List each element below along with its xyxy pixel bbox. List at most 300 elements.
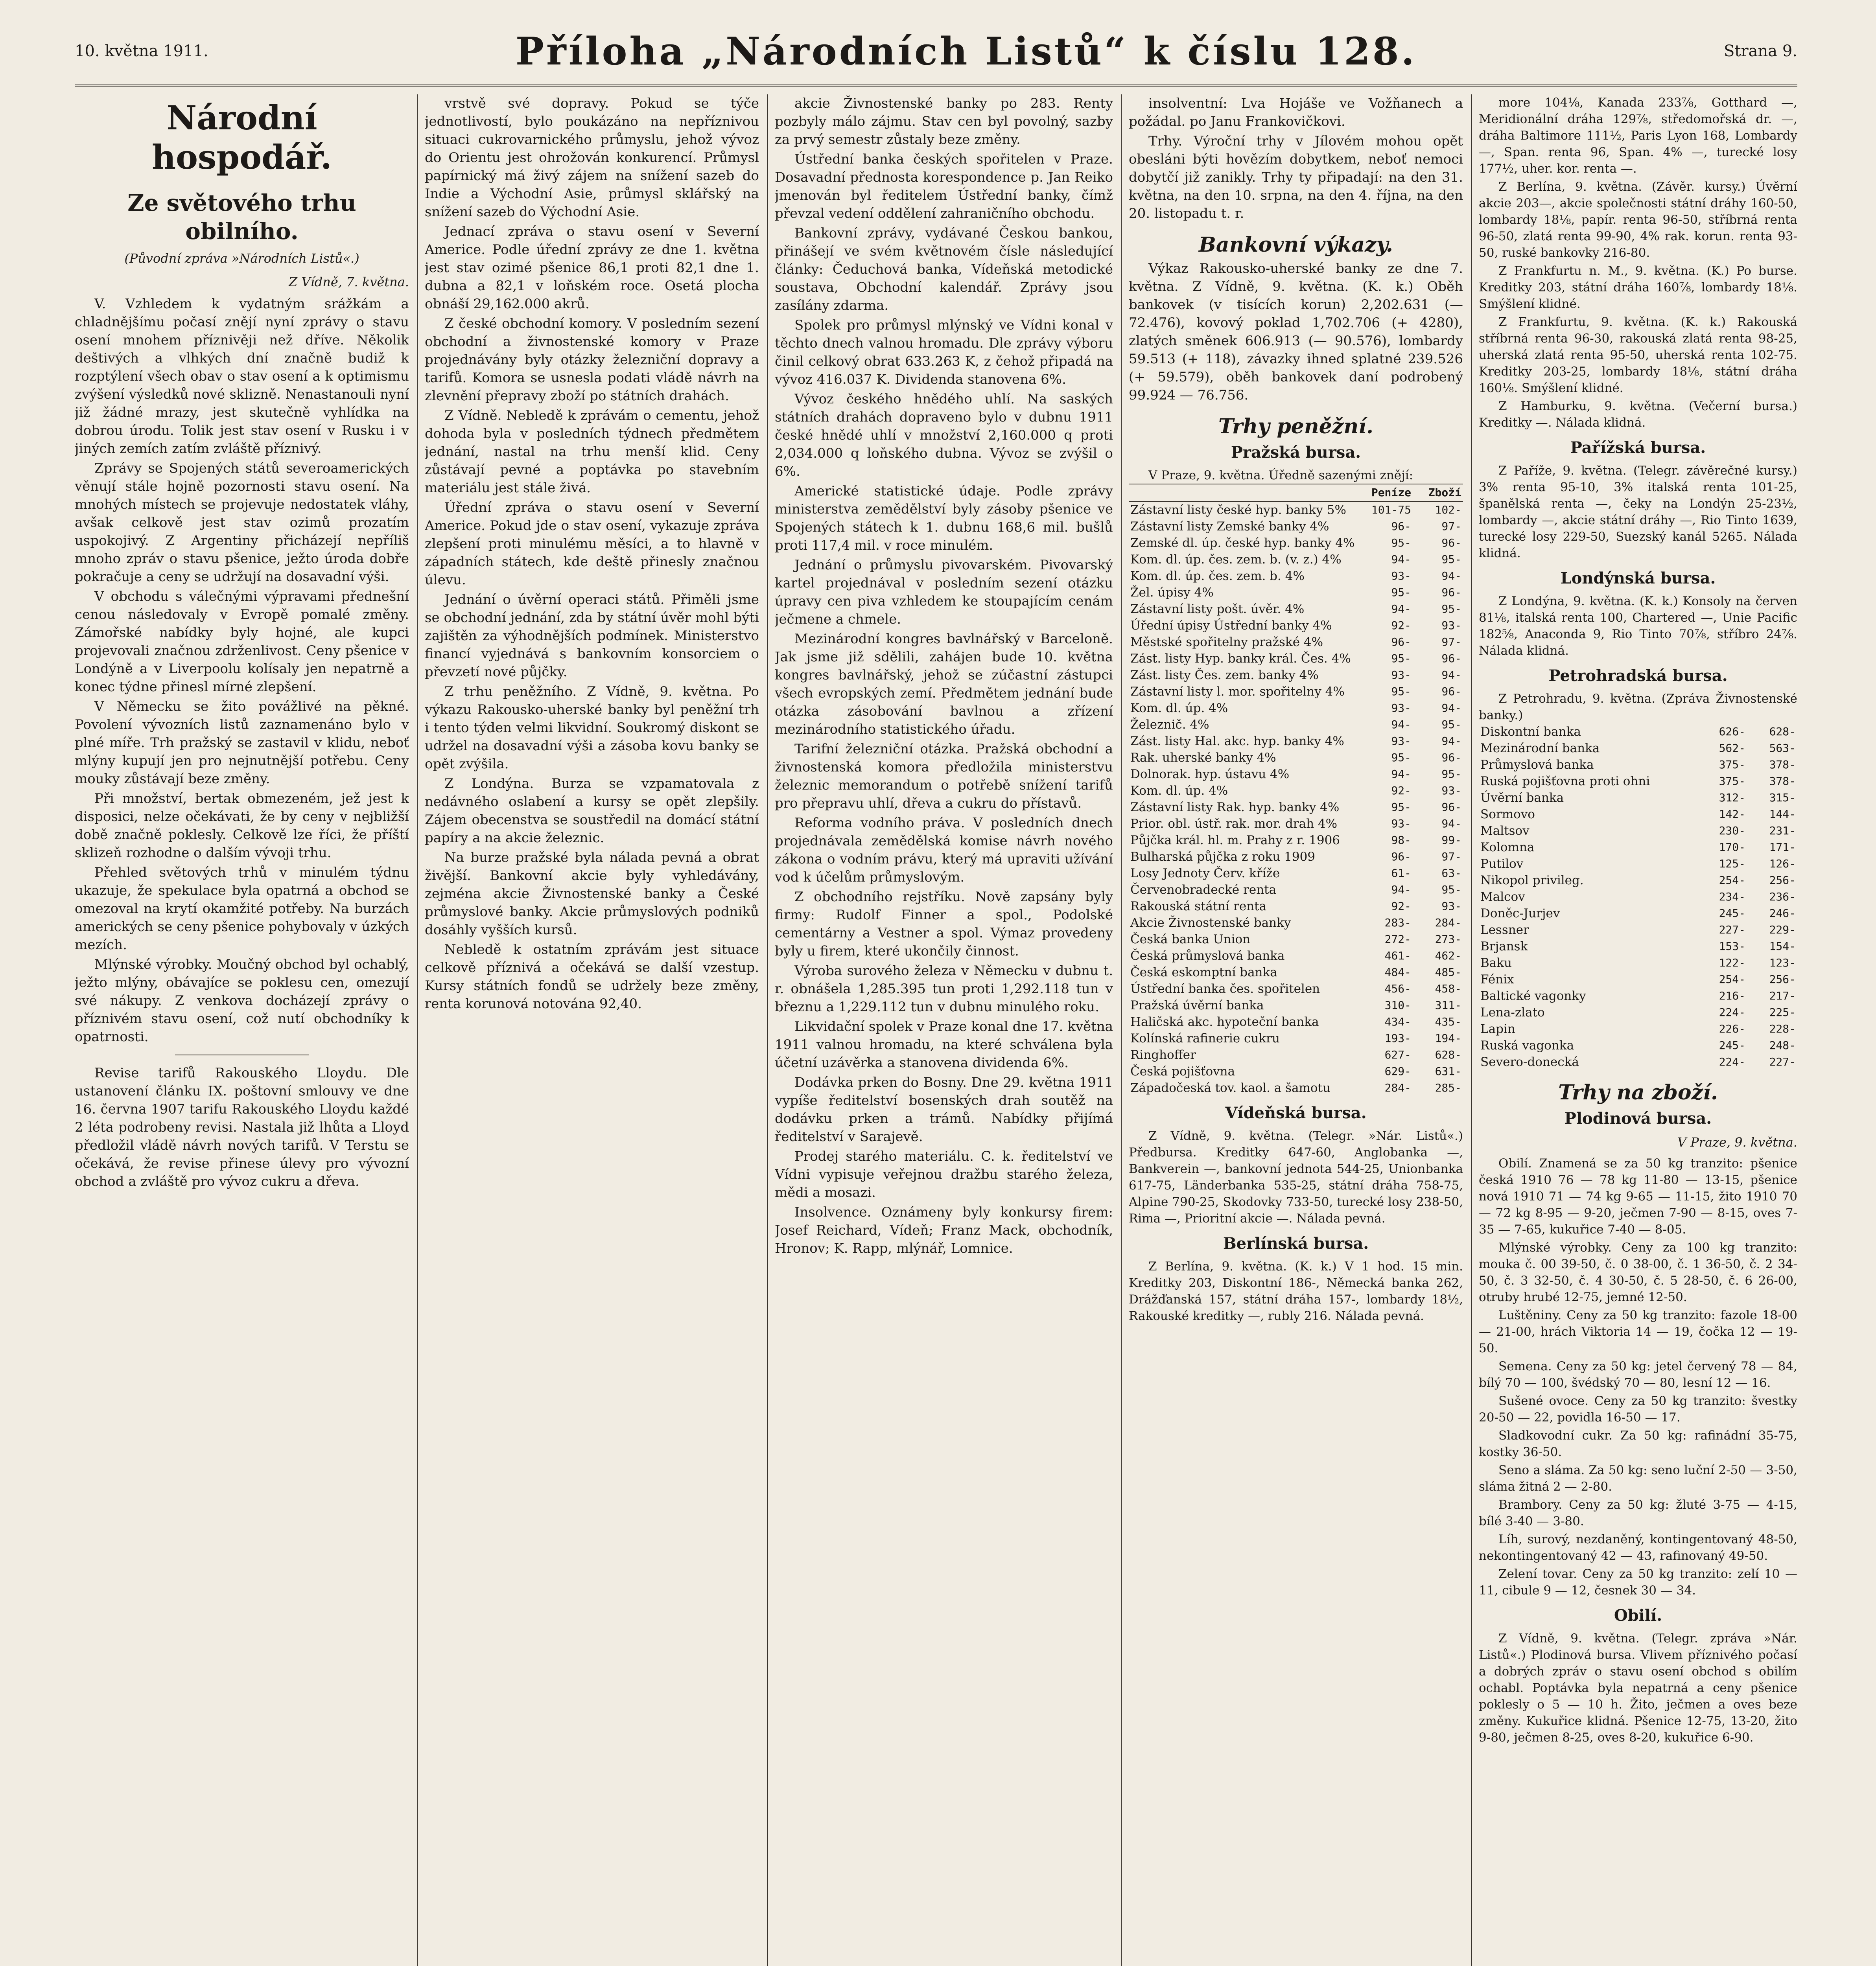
ask-price: 227-	[1769, 1055, 1796, 1068]
table-row	[1479, 823, 1797, 839]
security-name: Půjčka král. hl. m. Prahy z r. 1906	[1130, 833, 1340, 847]
paragraph: akcie Živnostenské banky po 283. Renty pozbyly málo zájmu. Stav cen byl povolný, sazby za prvý semestr zůstaly beze změny.	[775, 96, 1113, 147]
bid-price: 224-	[1719, 1006, 1745, 1019]
bid-price: 216-	[1719, 989, 1745, 1002]
bid-price: 227-	[1719, 923, 1745, 936]
ask-price: 95-	[1441, 553, 1461, 566]
table-header	[1129, 484, 1362, 501]
security-name: Železnič. 4%	[1130, 718, 1209, 732]
bid-price: 92-	[1391, 784, 1411, 797]
paragraph: Tarifní železniční otázka. Pražská obchodní a živnostenská komora předložila ministerstvu železnic memorandum o potřebě snížení tarifů pro přepravu uhlí, dřeva a cukru do přístavů.	[775, 741, 1113, 811]
paragraph: Výroba surového železa v Německu v dubnu t. r. obnášela 1,285.395 tun proti 1,292.118 tun v březnu a 1,229.112 tun v dubnu minulého roku.	[775, 963, 1113, 1015]
bid-price: 234-	[1719, 890, 1745, 903]
security-name: Zást. listy Hyp. banky král. Čes. 4%	[1130, 652, 1351, 666]
bid-price: 96-	[1391, 850, 1411, 863]
column-5	[1479, 94, 1797, 1966]
table-row	[1479, 1037, 1797, 1054]
paragraph: Jednání o úvěrní operaci států. Přiměli jsme se obchodní jednání, zda by státní úvěr mohl býti zajištěn za výhodnějších podmínek. Ministerstvo financí vyjednává s bankovním konsorciem o převzetí nové půjčky.	[425, 592, 759, 680]
ask-price: 96-	[1441, 586, 1461, 599]
ask-price: 95-	[1441, 768, 1461, 781]
ask-price: 284-	[1435, 916, 1461, 929]
security-name: Putilov	[1480, 857, 1524, 871]
ask-price: 485-	[1435, 966, 1461, 979]
prague-exchange-heading: Pražská bursa.	[1231, 443, 1361, 462]
table-row	[1129, 849, 1463, 865]
table-row	[1129, 667, 1463, 683]
security-name: Baku	[1480, 956, 1512, 970]
bid-price: 224-	[1719, 1055, 1745, 1068]
table-row	[1129, 601, 1463, 617]
security-name: Rakouská státní renta	[1130, 899, 1267, 913]
column-2	[425, 94, 759, 1966]
table-row	[1129, 749, 1463, 766]
column-divider	[767, 94, 768, 1966]
paragraph: Z obchodního rejstříku. Nově zapsány byly firmy: Rudolf Finner a spol., Podolské cementárny a Vestner a spol. Výmaz provedeny byly u firem, které ukončily činnost.	[775, 889, 1113, 959]
paragraph: vrstvě své dopravy. Pokud se týče jednotlivostí, bylo poukázáno na nepříznivou situaci cukrovarnického průmyslu, jehož vývoz do Orientu jest ohrožován konkurencí. Průmysl papírnický má živý zájem na snížení sazeb do Indie a Východní Asie, průmysl sklářský na snížení sazeb do Východní Asie.	[425, 96, 759, 220]
security-name: Zástavní listy Zemské banky 4%	[1130, 519, 1329, 534]
security-name: Lapin	[1480, 1022, 1515, 1036]
ask-price: 246-	[1769, 907, 1796, 920]
table-row	[1479, 757, 1797, 773]
column-1	[75, 94, 409, 1966]
paragraph: more 104⅛, Kanada 233⅞, Gotthard —, Meridionální dráha 129⅞, středomořská dr. —, dráha Baltimore 111½, Paris Lyon 168, Lombardy —, Span. renta 96, Span. 4% —, turecké losy 177½, uher. kor. renta —.	[1479, 96, 1797, 176]
bid-price: 254-	[1719, 874, 1745, 887]
ask-price: 97-	[1441, 520, 1461, 533]
bank-report: Výkaz Rakousko-uherské banky ze dne 7. května. Z Vídně, 9. května. (K. k.) Oběh bankovek (v tisících korun) 2,202.631 (— 72.476), kovový poklad 1,702.706 (+ 4280), zlatých směnek 606.913 (— 90.576), lombardy 59.513 (+ 118), závazky ihned splatné 239.526 (+ 59.579), oběh bankovek daní podrobený 99.924 — 76.756.	[1129, 261, 1463, 403]
ask-price: 97-	[1441, 850, 1461, 863]
ask-price: 99-	[1441, 834, 1461, 847]
bid-price: 94-	[1391, 768, 1411, 781]
paragraph: Reforma vodního práva. V posledních dnech projednávala zemědělská komise návrh nového zákona o vodním právu, který má upraviti užívání vod k účelům průmyslovým.	[775, 815, 1113, 885]
paragraph: V obchodu s válečnými výpravami přednešní cenou následovaly v Evropě pomalé změny. Zámořské nabídky byly hojné, ale kupci projevovali značnou zdrženlivost. Ceny pšenice v Londýně a v Liverpoolu kolísaly jen nepatrně a konec týdne přinesl mírné zlepšení.	[75, 589, 409, 695]
ask-price: 311-	[1435, 999, 1461, 1012]
bid-price: 310-	[1384, 999, 1411, 1012]
paragraph: Na burze pražské byla nálada pevná a obrat živější. Bankovní akcie byly vyhledávány, zejména akcie Živnostenské banky a České průmyslové banky. Akcie průmyslových podniků dosáhly vyšších kursů.	[425, 850, 759, 938]
table-row	[1479, 955, 1797, 971]
security-name: Prior. obl. ústř. rak. mor. drah 4%	[1130, 817, 1338, 831]
ask-price: 144-	[1769, 808, 1796, 821]
security-name: Sormovo	[1480, 807, 1535, 821]
column-divider	[1471, 94, 1472, 1966]
bid-price: 629-	[1384, 1065, 1411, 1078]
security-name: Rak. uherské banky 4%	[1130, 751, 1276, 765]
security-name: Ústřední banka čes. spořitelen	[1130, 982, 1320, 996]
table-row	[1479, 790, 1797, 806]
security-name: Malcov	[1480, 890, 1525, 904]
paragraph: Zprávy se Spojených států severoamerických věnují stále hojně pozornosti stavu osení. Na mnohých místech se projevuje nedostatek vláhy, avšak celkově jest stav ozimů prozatím uspokojivý. Z Argentiny přicházejí nepříliš mnoho zpráv o stavu pšenice, ježto úroda dobře pokračuje a ceny se udržují na dosavadní výši.	[75, 460, 409, 585]
ask-price: 628-	[1435, 1048, 1461, 1061]
security-name: Zást. listy Hal. akc. hyp. banky 4%	[1130, 734, 1344, 748]
bid-price: 93-	[1391, 734, 1411, 747]
table-row	[1129, 1047, 1463, 1063]
security-name: Kom. dl. úp. čes. zem. b. (v. z.) 4%	[1130, 552, 1342, 567]
security-name: Průmyslová banka	[1480, 758, 1594, 772]
security-name: Losy Jednoty Červ. kříže	[1130, 866, 1280, 880]
ask-price: 225-	[1769, 1006, 1796, 1019]
bid-price: 98-	[1391, 834, 1411, 847]
table-row	[1129, 997, 1463, 1014]
paragraph: Líh, surový, nezdaněný, kontingentovaný 48-50, nekontingentovaný 42 — 43, rafinovaný 49-50.	[1479, 1532, 1797, 1563]
ask-price: 94-	[1441, 701, 1461, 714]
table-row	[1129, 782, 1463, 799]
table-row	[1129, 535, 1463, 551]
ask-price: 97-	[1441, 635, 1461, 648]
table-row	[1129, 551, 1463, 568]
header-rule	[75, 85, 1797, 87]
paragraph: Z Londýna. Burza se vzpamatovala z nedávného oslabení a kursy se opět zlepšily. Zájem obecenstva se soustředil na domácí státní papíry a na akcie železnic.	[425, 776, 759, 846]
paragraph: Přehled světových trhů v minulém týdnu ukazuje, že spekulace byla opatrná a obchod se omezoval na krytí okamžité potřeby. Na burzách amerických se ceny pšenice pohybovaly v úzkých mezích.	[75, 865, 409, 953]
article-source: (Původní zpráva »Národních Listů«.)	[124, 251, 359, 266]
table-row	[1479, 905, 1797, 922]
london-exchange-heading: Londýnská bursa.	[1560, 569, 1716, 587]
berlin-exchange-heading: Berlínská bursa.	[1223, 1234, 1369, 1253]
table-row	[1129, 1080, 1463, 1096]
security-name: Pražská úvěrní banka	[1130, 998, 1264, 1012]
ask-price: 96-	[1441, 536, 1461, 549]
security-name: Doněc-Jurjev	[1480, 906, 1560, 920]
ask-price: 236-	[1769, 890, 1796, 903]
bid-price: 627-	[1384, 1048, 1411, 1061]
paris-exchange-heading: Pařížská bursa.	[1570, 438, 1706, 457]
bid-price: 93-	[1391, 668, 1411, 681]
table-row	[1479, 740, 1797, 757]
vienna-grain-report: Z Vídně, 9. května. (Telegr. zpráva »Nár. Listů«.) Plodinová bursa. Vlivem příznivého počasí a dobrých zpráv o stavu osení obchod s obilím ochabl. Poptávka byla nepatrná a ceny pšenice poklesly o 5 — 10 h. Žito, ječmen a oves beze změny. Kukuřice klidná. Pšenice 12-75, 13-20, žito 9-80, ječmen 8-25, oves 8-20, kukuřice 6-90.	[1479, 1631, 1797, 1745]
ask-price: 102-	[1435, 503, 1461, 516]
table-row	[1129, 733, 1463, 749]
bid-price: 94-	[1391, 883, 1411, 896]
column-3	[775, 94, 1113, 1966]
paragraph: Z Berlína, 9. května. (Závěr. kursy.) Úvěrní akcie 203—, akcie společnosti státní dráhy 160-50, lombardy 18⅛, papír. renta 96-50, stříbrná renta 96-50, zlatá renta 99-90, 4% rak. korun. renta 93-50, ruské bankovky 216-80.	[1479, 180, 1797, 260]
paragraph: Revise tarifů Rakouského Lloydu. Dle ustanovení článku IX. poštovní smlouvy ve dne 16. června 1907 tarifu Rakouského Lloydu každé 2 léta podrobeny revisi. Nastala již lhůta a Lloyd předložil vládě návrh nových tarifů. V Terstu se očekává, že revise přinese úlevy pro vývozní obchod a zvláště pro vývoz cukru a dřeva.	[75, 1065, 409, 1189]
vienna-grain-heading: Obilí.	[1614, 1606, 1662, 1625]
ask-price: 94-	[1441, 734, 1461, 747]
column-divider	[417, 94, 418, 1966]
security-name: Akcie Živnostenské banky	[1130, 916, 1291, 930]
paris-report: Z Paříže, 9. května. (Telegr. závěrečné kursy.) 3% renta 95-10, 3% italská renta 101-25, španělská renta —, čeky na Londýn 25-23½, lombardy —, akcie státní dráhy —, Rio Tinto 1639, turecké losy 229-50, Suezský kanál 5265. Nálada klidná.	[1479, 464, 1797, 560]
table-header: Zboží	[1413, 484, 1463, 501]
berlin-report: Z Berlína, 9. května. (K. k.) V 1 hod. 15 min. Kreditky 203, Diskontní 186-, Německá banka 262, Drážďanská 157, státní dráha 157-, lombardy 18½, Rakouské kreditky —, rubly 216. Nálada pevná.	[1129, 1259, 1463, 1323]
ask-price: 256-	[1769, 874, 1796, 887]
petersburg-quotes-body	[1479, 723, 1797, 1070]
table-row	[1479, 971, 1797, 988]
london-report: Z Londýna, 9. května. (K. k.) Konsoly na červen 81⅛, italská renta 100, Chartered —, Unie Pacific 182⅝, Anaconda 9, Rio Tinto 70⅞, stříbro 24⅞. Nálada klidná.	[1479, 594, 1797, 658]
bid-price: 95-	[1391, 685, 1411, 698]
security-name: Baltické vagonky	[1480, 989, 1586, 1003]
ask-price: 95-	[1441, 883, 1461, 896]
table-row	[1479, 872, 1797, 889]
table-row	[1129, 882, 1463, 898]
security-name: Úvěrní banka	[1480, 791, 1564, 805]
table-row	[1129, 865, 1463, 882]
table-row	[1479, 988, 1797, 1004]
ask-price: 563-	[1769, 742, 1796, 755]
bid-price: 434-	[1384, 1015, 1411, 1028]
bid-price: 456-	[1384, 982, 1411, 995]
paragraph: V. Vzhledem k vydatným srážkám a chladnějšímu počasí znějí nyní zprávy o stavu osení mnohem příznivěji než dříve. Několik deštivých a vlhkých dní značně budiž k rozptýlení všech obav o stav osení a k optimismu zvýšení výsledků nové sklizně. Nenastanouli nyní již žádné mrazy, jest skutečně vyhlídka na dobrou úrodu. Tolik jest stav osení v Rusku i v jiných zemích zatím zvláště příznivý.	[75, 296, 409, 457]
prague-intro: V Praze, 9. května. Úředně sazenými znějí:	[1148, 468, 1413, 482]
paragraph: Spolek pro průmysl mlýnský ve Vídni konal v těchto dnech valnou hromadu. Dle zprávy výboru činil celkový obrat 633.263 K, z čehož připadá na vývoz 416.037 K. Dividenda stanovena 6%.	[775, 317, 1113, 387]
bid-price: 284-	[1384, 1081, 1411, 1094]
security-name: Česká pojišťovna	[1130, 1064, 1235, 1079]
paragraph: Z české obchodní komory. V posledním sezení obchodní a živnostenské komory v Praze projednávány byly otázky železniční dopravy a tarifů. Komora se usnesla podati vládě návrh na zlevnění přepravy zboží po státních drahách.	[425, 316, 759, 404]
bid-price: 283-	[1384, 916, 1411, 929]
table-row	[1129, 634, 1463, 650]
article-title: Ze světového trhu obilního.	[127, 190, 356, 245]
ask-price: 231-	[1769, 824, 1796, 837]
table-row	[1479, 839, 1797, 856]
ask-price: 256-	[1769, 973, 1796, 986]
table-row	[1479, 938, 1797, 955]
table-row	[1129, 815, 1463, 832]
ask-price: 93-	[1441, 900, 1461, 913]
ask-price: 126-	[1769, 857, 1796, 870]
paragraph: V Německu se žito povážlivé na pěkné. Povolení vývozních listů zaznamenáno bylo v plné míře. Trh pražský se zastavil v klidu, neboť mlýny kupují jen pro nejnutnější potřebu. Ceny mouky zůstávají beze změny.	[75, 699, 409, 787]
table-row	[1129, 766, 1463, 782]
bid-price: 95-	[1391, 801, 1411, 814]
paragraph: Jednání o průmyslu pivovarském. Pivovarský kartel projednával v posledním sezení otázku úpravy cen piva vzhledem ke stoupajícím cenám ječmene a chmele.	[775, 557, 1113, 627]
table-row	[1129, 617, 1463, 634]
bid-price: 95-	[1391, 586, 1411, 599]
ask-price: 95-	[1441, 602, 1461, 615]
security-name: Bulharská půjčka z roku 1909	[1130, 850, 1316, 864]
table-row	[1129, 832, 1463, 849]
ask-price: 194-	[1435, 1032, 1461, 1045]
bid-price: 193-	[1384, 1032, 1411, 1045]
bid-price: 484-	[1384, 966, 1411, 979]
table-row	[1129, 964, 1463, 981]
ask-price: 228-	[1769, 1022, 1796, 1035]
paragraph: Seno a sláma. Za 50 kg: seno luční 2-50 — 3-50, sláma žitná 2 — 2-80.	[1479, 1463, 1797, 1494]
ask-price: 154-	[1769, 940, 1796, 953]
security-name: Žel. úpisy 4%	[1130, 585, 1214, 600]
security-name: Městské spořitelny pražské 4%	[1130, 635, 1323, 649]
table-row	[1129, 650, 1463, 667]
paragraph: Z Frankfurtu, 9. května. (K. k.) Rakouská stříbrná renta 96-30, rakouská zlatá renta 98-25, uherská zlatá renta 95-50, uherská renta 102-75. Kreditky 203-25, lombardy 18⅛, státní dráha 160⅛. Smýšlení klidné.	[1479, 315, 1797, 395]
paragraph: Insolvence. Oznámeny byly konkursy firem: Josef Reichard, Vídeň; Franz Mack, obchodník, Hronov; K. Rapp, mlýnář, Lomnice.	[775, 1204, 1113, 1256]
bid-price: 101-75	[1371, 503, 1411, 516]
ask-price: 435-	[1435, 1015, 1461, 1028]
prague-quotes-table	[1129, 484, 1463, 1096]
page-header	[75, 22, 1797, 81]
bid-price: 626-	[1719, 725, 1745, 738]
table-row	[1479, 922, 1797, 938]
security-name: Nikopol privileg.	[1480, 873, 1584, 887]
ask-price: 95-	[1441, 718, 1461, 731]
ask-price: 378-	[1769, 758, 1796, 771]
column-4	[1129, 94, 1463, 1966]
security-name: Mezinárodní banka	[1480, 741, 1600, 755]
paragraph: Brambory. Ceny za 50 kg: žluté 3-75 — 4-15, bílé 3-40 — 3-80.	[1479, 1498, 1797, 1528]
table-row	[1129, 700, 1463, 716]
vienna-report: Z Vídně, 9. května. (Telegr. »Nár. Listů«.) Předbursa. Kreditky 647-60, Anglobanka —, Bankverein —, bankovní jednota 544-25, Unionbanka 617-75, Länderbanka 535-25, státní dráha 758-75, Alpine 790-25, Skodovky 733-50, turecké losy 238-50, Rima —, Prioritní akcie —. Nálada pevná.	[1129, 1129, 1463, 1226]
paragraph: Bankovní zprávy, vydávané Českou bankou, přinášejí ve svém květnovém čísle následující články: Čeduchová banka, Vídeňská metodické soustava, Obchodní kalendář. Zprávy jsou zasílány zdarma.	[775, 225, 1113, 313]
paragraph: Vývoz českého hnědého uhlí. Na saských státních drahách dopraveno bylo v dubnu 1911 české hnědé uhlí v množství 2,160.000 q proti 2,034.000 q loňského dubna. Vývoz se zvýšil o 6%.	[775, 391, 1113, 479]
bid-price: 125-	[1719, 857, 1745, 870]
security-name: Ruská vagonka	[1480, 1038, 1574, 1053]
paragraph: Americké statistické údaje. Podle zprávy ministerstva zemědělství byly zásoby pšenice ve Spojených státech k 1. dubnu 168,6 mil. bušlů proti 117,4 mil. v roce minulém.	[775, 483, 1113, 553]
security-name: Zást. listy Čes. zem. banky 4%	[1130, 668, 1319, 682]
bid-price: 93-	[1391, 701, 1411, 714]
table-row	[1129, 931, 1463, 948]
table-row	[1129, 948, 1463, 964]
security-name: Severo-donecká	[1480, 1055, 1579, 1069]
ask-price: 462-	[1435, 949, 1461, 962]
ask-price: 94-	[1441, 817, 1461, 830]
petersburg-intro: Z Petrohradu, 9. května. (Zpráva Živnostenské banky.)	[1479, 692, 1797, 722]
ask-price: 96-	[1441, 801, 1461, 814]
ask-price: 93-	[1441, 784, 1461, 797]
bid-price: 96-	[1391, 635, 1411, 648]
paragraph: Semena. Ceny za 50 kg: jetel červený 78 — 84, bílý 70 — 100, švédský 70 — 80, lesní 12 — 16.	[1479, 1359, 1797, 1390]
table-row	[1479, 1021, 1797, 1037]
table-row	[1129, 898, 1463, 915]
bid-price: 170-	[1719, 841, 1745, 854]
ask-price: 631-	[1435, 1065, 1461, 1078]
table-row	[1479, 1004, 1797, 1021]
table-row	[1479, 773, 1797, 790]
paragraph: Nebledě k ostatním zprávám jest situace celkově příznivá a očekává se další vzestup. Kursy státních fondů se udržely beze změny, renta korunová notována 92,40.	[425, 942, 759, 1012]
ask-price: 628-	[1769, 725, 1796, 738]
bid-price: 254-	[1719, 973, 1745, 986]
paragraph: Sladkovodní cukr. Za 50 kg: rafinádní 35-75, kostky 36-50.	[1479, 1428, 1797, 1459]
ask-price: 378-	[1769, 775, 1796, 788]
security-name: Česká eskomptní banka	[1130, 965, 1277, 979]
ask-price: 96-	[1441, 685, 1461, 698]
table-header-row	[1129, 484, 1463, 501]
paragraph: Trhy. Výroční trhy v Jílovém mohou opět obesláni býti hovězím dobytkem, neboť nemoci dobytčí již zanikly. Trhy ty připadají: na den 31. května, na den 10. srpna, na den 4. října, na den 20. listopadu t. r.	[1129, 133, 1463, 221]
paragraph: Mlýnské výrobky. Ceny za 100 kg tranzito: mouka č. 00 39-50, č. 0 38-00, č. 1 36-50, č. 2 34-50, č. 3 32-50, č. 4 30-50, č. 5 28-50, č. 6 26-00, otruby hrubé 12-75, jemné 12-50.	[1479, 1241, 1797, 1304]
paragraph: insolventní: Lva Hojáše ve Vožňanech a požádal. po Janu Frankovičkovi.	[1129, 96, 1463, 129]
petersburg-quotes-table	[1479, 723, 1797, 1070]
bid-price: 142-	[1719, 808, 1745, 821]
security-name: Česká banka Union	[1130, 932, 1251, 946]
table-row	[1129, 799, 1463, 815]
article-dateline: Z Vídně, 7. května.	[289, 274, 409, 289]
bid-price: 153-	[1719, 940, 1745, 953]
bid-price: 96-	[1391, 520, 1411, 533]
ask-price: 123-	[1769, 956, 1796, 969]
column-divider	[1121, 94, 1122, 1966]
paragraph: Úřední zpráva o stavu osení v Severní Americe. Pokud jde o stav osení, vykazuje zpráva zlepšení proti minulému měsíci, a to hlavně v západních státech, kde deště přinesly značnou úlevu.	[425, 500, 759, 588]
paragraph: Mezinárodní kongres bavlnářský v Barceloně. Jak jsme již sdělili, zahájen bude 10. května kongres bavlnářský, jehož se zúčastní zástupci všech evropských zemí. Předmětem jednání bude otázka zásobování bavlnou a zřízení mezinárodního statistického úřadu.	[775, 631, 1113, 737]
bid-price: 95-	[1391, 751, 1411, 764]
ask-price: 315-	[1769, 791, 1796, 804]
bid-price: 272-	[1384, 933, 1411, 946]
section-title: Národní hospodář.	[151, 98, 332, 177]
bid-price: 461-	[1384, 949, 1411, 962]
security-name: Zástavní listy české hyp. banky 5%	[1130, 503, 1346, 517]
security-name: Česká průmyslová banka	[1130, 949, 1285, 963]
table-row	[1479, 856, 1797, 872]
paragraph: Likvidační spolek v Praze konal dne 17. května 1911 valnou hromadu, na které schválena byla účetní uzávěrka a stanovena dividenda 6%.	[775, 1019, 1113, 1071]
paragraph: Luštěniny. Ceny za 50 kg tranzito: fazole 18-00 — 21-00, hrách Viktoria 14 — 19, čočka 12 — 19-50.	[1479, 1308, 1797, 1355]
ask-price: 96-	[1441, 652, 1461, 665]
security-name: Kom. dl. úp. 4%	[1130, 701, 1228, 715]
paragraph: Prodej starého materiálu. C. k. ředitelství ve Vídni vypisuje veřejnou dražbu starého železa, mědi a mosazi.	[775, 1149, 1113, 1200]
security-name: Lessner	[1480, 923, 1529, 937]
table-row	[1129, 568, 1463, 584]
ask-price: 171-	[1769, 841, 1796, 854]
paragraph: Obilí. Znamená se za 50 kg tranzito: pšenice česká 1910 76 — 78 kg 11-80 — 13-15, pšenice nová 1910 71 — 74 kg 9-65 — 11-15, žito 1910 70 — 72 kg 8-95 — 9-20, ječmen 7-90 — 8-15, oves 7-35 — 7-65, kukuřice 7-40 — 8-05.	[1479, 1156, 1797, 1237]
ask-price: 229-	[1769, 923, 1796, 936]
paragraph: Jednací zpráva o stavu osení v Severní Americe. Podle úřední zprávy ze dne 1. května jest stav ozimé pšenice 86,1 proti 82,1 dne 1. dubna a 82,1 v loňském roce. Osetá plocha obnáší 29,162.000 akrů.	[425, 224, 759, 312]
security-name: Haličská akc. hypoteční banka	[1130, 1015, 1319, 1029]
security-name: Fénix	[1480, 972, 1514, 987]
security-name: Maltsov	[1480, 824, 1530, 838]
security-name: Zástavní listy pošt. úvěr. 4%	[1130, 602, 1305, 616]
bid-price: 230-	[1719, 824, 1745, 837]
table-row	[1129, 683, 1463, 700]
prague-quotes-body	[1129, 501, 1463, 1096]
bid-price: 375-	[1719, 775, 1745, 788]
security-name: Kolínská rafinerie cukru	[1130, 1031, 1280, 1046]
bid-price: 122-	[1719, 956, 1745, 969]
ask-price: 94-	[1441, 569, 1461, 582]
paragraph: Z Frankfurtu n. M., 9. května. (K.) Po burse. Kreditky 203, státní dráha 160⅞, lombardy 18⅛. Smýšlení klidné.	[1479, 264, 1797, 311]
table-row	[1479, 889, 1797, 905]
security-name: Západočeská tov. kaol. a šamotu	[1130, 1081, 1331, 1095]
paragraph: Z Vídně. Nebledě k zprávám o cementu, jehož dohoda byla v posledních týdnech předmětem jednání, nastal na trhu menší klid. Ceny zůstávají pevné a poptávka po stavebním materiálu jest stále živá.	[425, 408, 759, 496]
table-row	[1129, 1014, 1463, 1030]
table-row	[1129, 518, 1463, 535]
grain-exchange-heading: Plodinová bursa.	[1564, 1109, 1712, 1128]
bid-price: 94-	[1391, 718, 1411, 731]
ask-price: 285-	[1435, 1081, 1461, 1094]
supplement-title: Příloha „Národních Listů“ k číslu 128.	[515, 29, 1417, 74]
bid-price: 93-	[1391, 817, 1411, 830]
table-row	[1129, 501, 1463, 518]
bid-price: 245-	[1719, 1039, 1745, 1052]
issue-date: 10. května 1911.	[75, 42, 208, 60]
security-name: Úřední úpisy Ústřední banky 4%	[1130, 619, 1332, 633]
table-row	[1129, 915, 1463, 931]
ask-price: 217-	[1769, 989, 1796, 1002]
table-row	[1129, 584, 1463, 601]
bank-reports-heading: Bankovní výkazy.	[1198, 233, 1393, 257]
table-row	[1479, 806, 1797, 823]
bid-price: 94-	[1391, 602, 1411, 615]
vienna-exchange-heading: Vídeňská bursa.	[1225, 1104, 1367, 1122]
bid-price: 94-	[1391, 553, 1411, 566]
grain-dateline: V Praze, 9. května.	[1677, 1135, 1797, 1150]
table-row	[1129, 1063, 1463, 1080]
security-name: Kom. dl. úp. 4%	[1130, 784, 1228, 798]
table-row	[1129, 716, 1463, 733]
security-name: Kom. dl. úp. čes. zem. b. 4%	[1130, 569, 1305, 583]
bid-price: 375-	[1719, 758, 1745, 771]
goods-markets-heading: Trhy na zboží.	[1558, 1081, 1718, 1104]
security-name: Lena-zlato	[1480, 1005, 1545, 1020]
ask-price: 458-	[1435, 982, 1461, 995]
paragraph: Zelení tovar. Ceny za 50 kg tranzito: zelí 10 — 11, cibule 9 — 12, česnek 30 — 34.	[1479, 1567, 1797, 1598]
petersburg-exchange-heading: Petrohradská bursa.	[1548, 666, 1728, 685]
bid-price: 226-	[1719, 1022, 1745, 1035]
paragraph: Při množství, bertak obmezeném, jež jest k disposici, nelze očekávati, že by ceny v nejbližší době značně poklesly. Celkově lze říci, že příští sklizeň rozhodne o dalším vývoji trhu.	[75, 791, 409, 861]
bid-price: 245-	[1719, 907, 1745, 920]
bid-price: 562-	[1719, 742, 1745, 755]
security-name: Diskontní banka	[1480, 725, 1581, 739]
security-name: Ruská pojišťovna proti ohni	[1480, 774, 1650, 788]
bid-price: 61-	[1391, 867, 1411, 880]
security-name: Brjansk	[1480, 939, 1528, 954]
security-name: Ringhoffer	[1130, 1048, 1196, 1062]
money-markets-heading: Trhy peněžní.	[1218, 414, 1373, 438]
paragraph: Sušené ovoce. Ceny za 50 kg tranzito: švestky 20-50 — 22, povidla 16-50 — 17.	[1479, 1394, 1797, 1425]
paragraph: Z trhu peněžního. Z Vídně, 9. května. Po výkazu Rakousko-uherské banky byl peněžní trh i tento týden velmi likvidní. Soukromý diskont se udržel na dosavadní výši a zásoba kovu banky se opět zvýšila.	[425, 684, 759, 772]
table-header: Peníze	[1362, 484, 1413, 501]
security-name: Kolomna	[1480, 840, 1535, 854]
ask-price: 96-	[1441, 751, 1461, 764]
